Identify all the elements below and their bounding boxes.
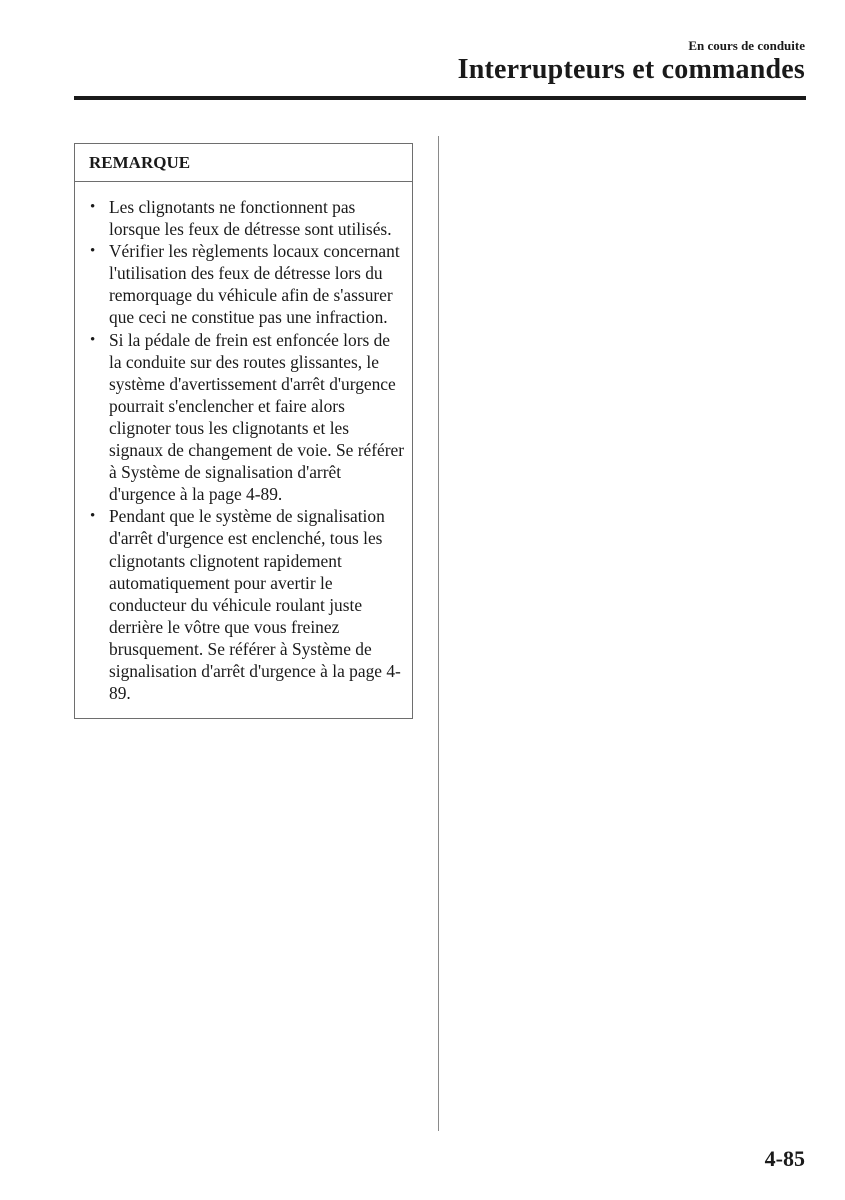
- bullet-icon: •: [90, 331, 96, 348]
- header-rule: [74, 96, 806, 100]
- note-item: [90, 196, 406, 240]
- page-number: 4-85: [764, 1146, 805, 1171]
- bullet-icon: •: [90, 243, 96, 260]
- note-box: [74, 143, 413, 719]
- chapter-title: Interrupteurs et commandes: [457, 54, 805, 85]
- column-divider: [438, 136, 439, 1131]
- note-item-text: Pendant que le système de signalisation d'arrêt d'urgence est enclenché, tous les clignotants clignotent rapidement automatiquement pour avertir le conducteur du véhicule roulant juste derrière le vôtre que vous freinez brusquement. Se référer à Système de signalisation d'arrêt d'urgence à la page 4-89.: [109, 506, 401, 704]
- note-item-text: Si la pédale de frein est enfoncée lors de la conduite sur des routes glissantes, le système d'avertissement d'arrêt d'urgence pourrait s'enclencher et faire alors clignoter tous les clignotants et les signaux de changement de voie. Se référer à Système de signalisation d'arrêt d'urgence à la page 4-89.: [109, 329, 405, 505]
- section-label: En cours de conduite: [688, 38, 805, 53]
- bullet-icon: •: [90, 199, 96, 215]
- note-item: [90, 505, 406, 704]
- bullet-icon: •: [90, 508, 96, 525]
- note-item-text: Les clignotants ne fonctionnent pas lorsque les feux de détresse sont utilisés.: [109, 197, 392, 240]
- note-item: [90, 329, 406, 506]
- note-item-text: Vérifier les règlements locaux concernant l'utilisation des feux de détresse lors du remorquage du véhicule afin de s'assurer que ceci ne constitue pas une infraction.: [109, 241, 400, 328]
- note-list: [75, 182, 412, 718]
- note-heading: REMARQUE: [75, 144, 412, 182]
- note-item: [90, 240, 406, 328]
